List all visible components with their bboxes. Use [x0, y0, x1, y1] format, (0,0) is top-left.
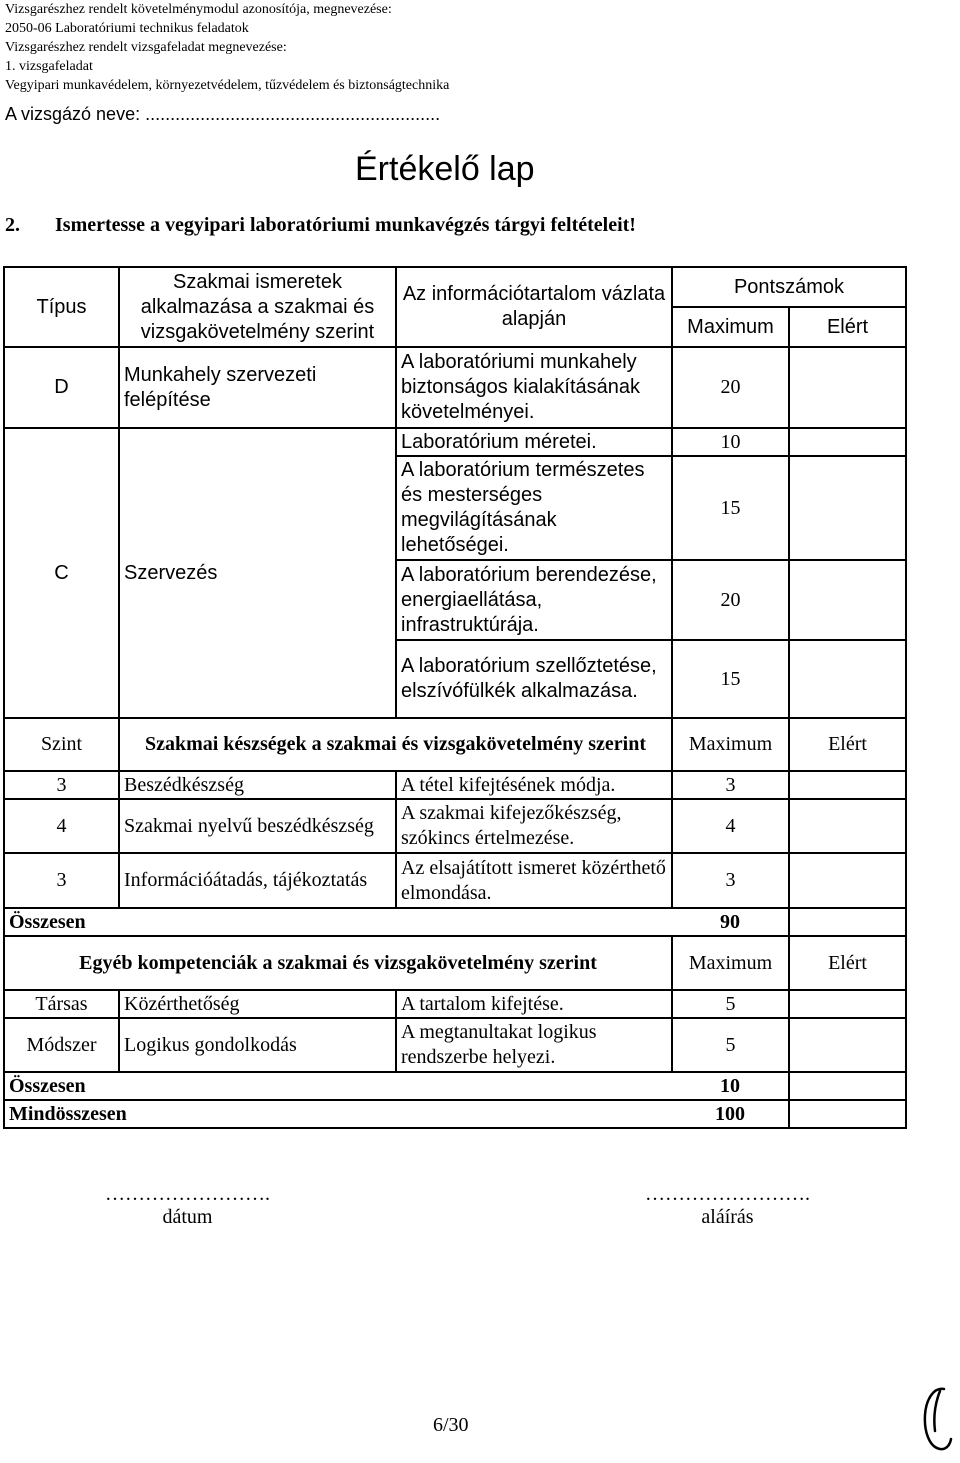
signature-block [600, 1183, 855, 1229]
achieved-cell[interactable] [789, 640, 906, 718]
achieved-header: Elért [789, 718, 906, 771]
grand-total-label: Mindösszesen [4, 1100, 672, 1128]
skills-header-row [4, 718, 906, 771]
level-cell: 3 [4, 771, 119, 799]
table-row [4, 799, 906, 853]
achieved-cell[interactable] [789, 990, 906, 1018]
subtotal-label: Összesen [4, 1072, 672, 1100]
area-cell: Szervezés [119, 428, 396, 718]
grand-total-value: 100 [672, 1100, 789, 1128]
table-row [4, 990, 906, 1018]
item-cell: Laboratórium méretei. [396, 428, 672, 456]
type-header: Típus [4, 267, 119, 347]
achieved-cell[interactable] [789, 771, 906, 799]
achieved-header: Elért [789, 936, 906, 990]
desc-cell: A tétel kifejtésének módja. [396, 771, 672, 799]
max-cell: 5 [672, 1018, 789, 1072]
max-cell: 15 [672, 456, 789, 560]
achieved-cell[interactable] [789, 1100, 906, 1128]
header-line-task-number: 1. vizsgafeladat [5, 59, 93, 74]
question-number: 2. [5, 214, 20, 236]
grand-total-row [4, 1100, 906, 1128]
level-cell: 4 [4, 799, 119, 853]
achieved-cell[interactable] [789, 347, 906, 428]
table-row [4, 1018, 906, 1072]
header-line-module-label: Vizsgarészhez rendelt követelménymodul azonosítója, megnevezése: [5, 2, 392, 17]
other-competencies-header: Egyéb kompetenciák a szakmai és vizsgakövetelmény szerint [4, 936, 672, 990]
table-row [4, 347, 906, 428]
skill-cell: Információátadás, tájékoztatás [119, 853, 396, 908]
item-cell: A laboratóriumi munkahely biztonságos kialakításának követelményei. [396, 347, 672, 428]
skill-cell: Beszédkészség [119, 771, 396, 799]
max-cell: 3 [672, 771, 789, 799]
level-header: Szint [4, 718, 119, 771]
table-header-row-1 [4, 267, 906, 307]
subtotal-row [4, 1072, 906, 1100]
achieved-cell[interactable] [789, 1072, 906, 1100]
max-cell: 3 [672, 853, 789, 908]
subtotal-label: Összesen [4, 908, 672, 936]
desc-cell: Az elsajátított ismeret közérthető elmondása. [396, 853, 672, 908]
outline-header: Az információtartalom vázlata alapján [396, 267, 672, 347]
achieved-cell[interactable] [789, 1018, 906, 1072]
date-label: dátum [162, 1206, 213, 1228]
item-cell: A laboratórium természetes és mesterséges megvilágításának lehetőségei. [396, 456, 672, 560]
item-cell: A laboratórium berendezése, energiaellátása, infrastruktúrája. [396, 560, 672, 640]
item-cell: A laboratórium szellőztetése, elszívófülkék alkalmazása. [396, 640, 672, 718]
achieved-cell[interactable] [789, 799, 906, 853]
page-number: 6/30 [433, 1414, 469, 1436]
header-line-task-title: Vegyipari munkavédelem, környezetvédelem, tűzvédelem és biztonságtechnika [5, 78, 450, 93]
signature-label: aláírás [701, 1206, 754, 1228]
evaluation-table [3, 266, 907, 1129]
max-cell: 20 [672, 560, 789, 640]
desc-cell: A megtanultakat logikus rendszerbe helyezi. [396, 1018, 672, 1072]
achieved-cell[interactable] [789, 853, 906, 908]
desc-cell: A szakmai kifejezőkészség, szókincs értelmezése. [396, 799, 672, 853]
subtotal-row [4, 908, 906, 936]
skills-header: Szakmai készségek a szakmai és vizsgakövetelmény szerint [119, 718, 672, 771]
candidate-name-line: A vizsgázó neve: ........................................................... [5, 104, 441, 124]
header-line-module: 2050-06 Laboratóriumi technikus feladatok [5, 21, 249, 36]
type-cell: C [4, 428, 119, 718]
knowledge-header: Szakmai ismeretek alkalmazása a szakmai és vizsgakövetelmény szerint [119, 267, 396, 347]
competency-cell: Közérthetőség [119, 990, 396, 1018]
category-cell: Módszer [4, 1018, 119, 1072]
max-cell: 5 [672, 990, 789, 1018]
document-header [5, 0, 449, 95]
date-signature-block [60, 1183, 315, 1229]
table-row [4, 853, 906, 908]
achieved-cell[interactable] [789, 560, 906, 640]
achieved-cell[interactable] [789, 428, 906, 456]
max-cell: 20 [672, 347, 789, 428]
max-header: Maximum [672, 718, 789, 771]
table-row [4, 771, 906, 799]
skill-cell: Szakmai nyelvű beszédkészség [119, 799, 396, 853]
competency-cell: Logikus gondolkodás [119, 1018, 396, 1072]
level-cell: 3 [4, 853, 119, 908]
table-row [4, 428, 906, 456]
max-cell: 10 [672, 428, 789, 456]
type-cell: D [4, 347, 119, 428]
handwritten-mark-icon [920, 1385, 956, 1455]
achieved-cell[interactable] [789, 908, 906, 936]
achieved-header: Elért [789, 307, 906, 347]
category-cell: Társas [4, 990, 119, 1018]
other-header-row [4, 936, 906, 990]
header-line-task-label: Vizsgarészhez rendelt vizsgafeladat megnevezése: [5, 40, 287, 55]
max-cell: 15 [672, 640, 789, 718]
achieved-cell[interactable] [789, 456, 906, 560]
signature-line: ……………………. [645, 1183, 810, 1205]
max-header: Maximum [672, 936, 789, 990]
max-header: Maximum [672, 307, 789, 347]
desc-cell: A tartalom kifejtése. [396, 990, 672, 1018]
question-text: Ismertesse a vegyipari laboratóriumi munkavégzés tárgyi feltételeit! [55, 214, 636, 236]
area-cell: Munkahely szervezeti felépítése [119, 347, 396, 428]
points-header: Pontszámok [672, 267, 906, 307]
page-title: Értékelő lap [355, 150, 535, 188]
max-cell: 4 [672, 799, 789, 853]
date-line: ……………………. [105, 1183, 270, 1205]
question [5, 214, 636, 237]
subtotal-value: 90 [672, 908, 789, 936]
subtotal-value: 10 [672, 1072, 789, 1100]
